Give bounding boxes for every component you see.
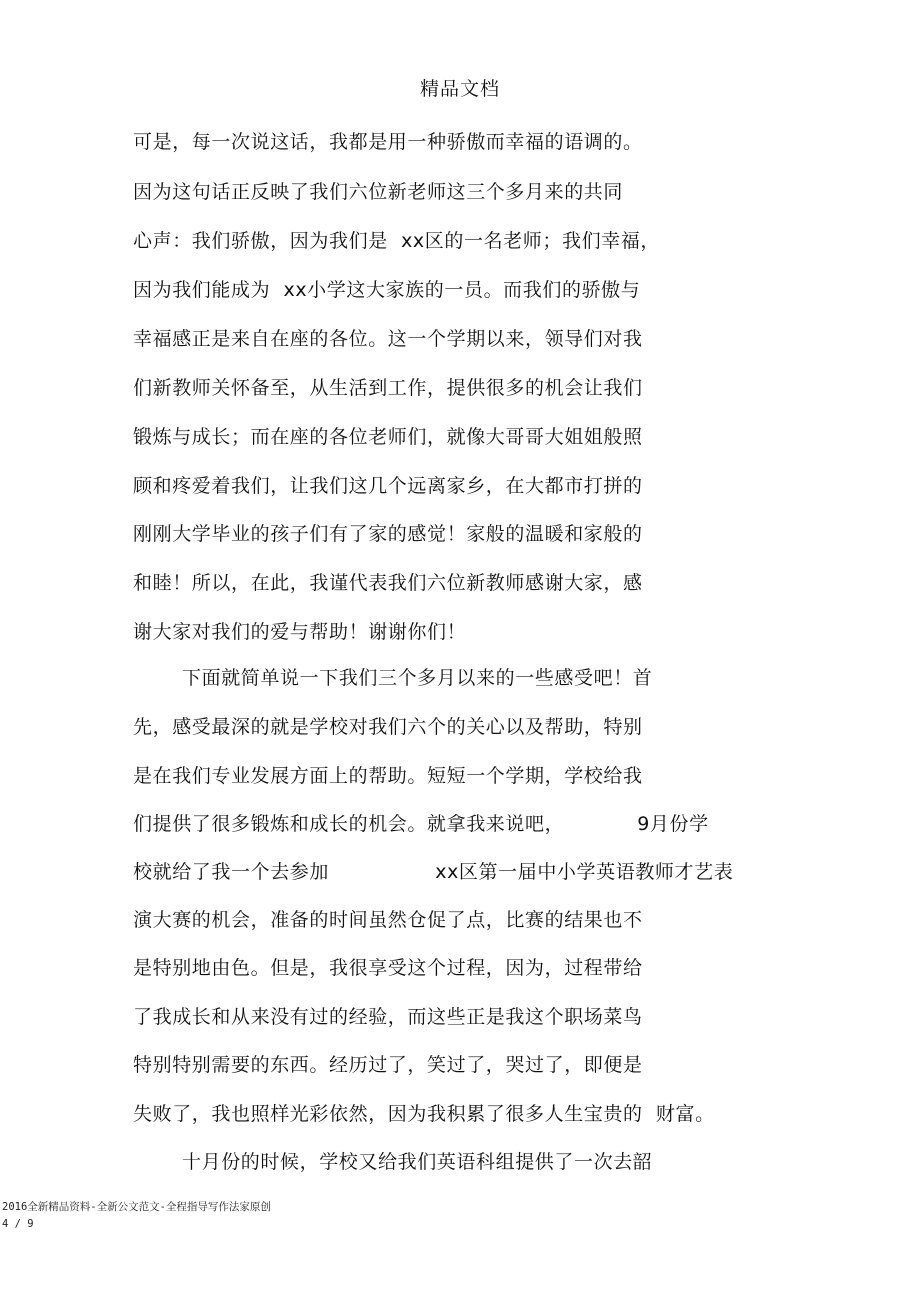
page-number: 4 / 9 <box>2 1218 34 1230</box>
text-line: 下面就简单说一下我们三个多月以来的一些感受吧！首 <box>182 667 653 689</box>
text-line: 因为这句话正反映了我们六位新老师这三个多月来的共同 <box>133 181 624 203</box>
text-line: 可是，每一次说这话，我都是用一种骄傲而幸福的语调的。 <box>133 131 643 153</box>
text-line: 是在我们专业发展方面上的帮助。短短一个学期，学校给我 <box>133 765 643 787</box>
text-line: 十月份的时候，学校又给我们英语科组提供了一次去韶 <box>182 1151 653 1173</box>
text-line: 因为我们能成为 xx小学这大家族的一员。而我们的骄傲与 <box>133 279 641 301</box>
text-line: 和睦！所以，在此，我谨代表我们六位新教师感谢大家，感 <box>133 572 643 594</box>
text-line: 演大赛的机会，准备的时间虽然仓促了点，比赛的结果也不 <box>133 909 643 931</box>
text-line: 先，感受最深的就是学校对我们六个的关心以及帮助，特别 <box>133 716 643 738</box>
text-line: 顾和疼爱着我们，让我们这几个远离家乡，在大都市打拼的 <box>133 475 643 497</box>
text-line: 心声：我们骄傲，因为我们是 xx区的一名老师；我们幸福， <box>133 230 660 252</box>
text-line: 幸福感正是来自在座的各位。这一个学期以来，领导们对我 <box>133 328 643 350</box>
text-line: 们新教师关怀备至，从生活到工作，提供很多的机会让我们 <box>133 377 643 399</box>
text-line: 谢大家对我们的爱与帮助！谢谢你们！ <box>133 621 467 643</box>
text-line: 校就给了我一个去参加 xx区第一届中小学英语教师才艺表 <box>133 861 734 883</box>
page-title: 精品文档 <box>419 78 500 100</box>
text-line: 特别特别需要的东西。经历过了，笑过了，哭过了，即便是 <box>133 1054 643 1076</box>
text-line: 们提供了很多锻炼和成长的机会。就拿我来说吧， 9月份学 <box>133 813 709 835</box>
text-line: 了我成长和从来没有过的经验，而这些正是我这个职场菜鸟 <box>133 1006 643 1028</box>
text-line: 刚刚大学毕业的孩子们有了家的感觉！家般的温暖和家般的 <box>133 523 643 545</box>
text-line: 是特别地由色。但是，我很享受这个过程，因为，过程带给 <box>133 957 643 979</box>
text-line: 锻炼与成长；而在座的各位老师们，就像大哥哥大姐姐般照 <box>133 426 643 448</box>
footer-source: 2016全新精品资料-全新公文范文-全程指导写作法家原创 <box>2 1201 271 1213</box>
text-line: 失败了，我也照样光彩依然，因为我积累了很多人生宝贵的 财富。 <box>133 1103 715 1125</box>
